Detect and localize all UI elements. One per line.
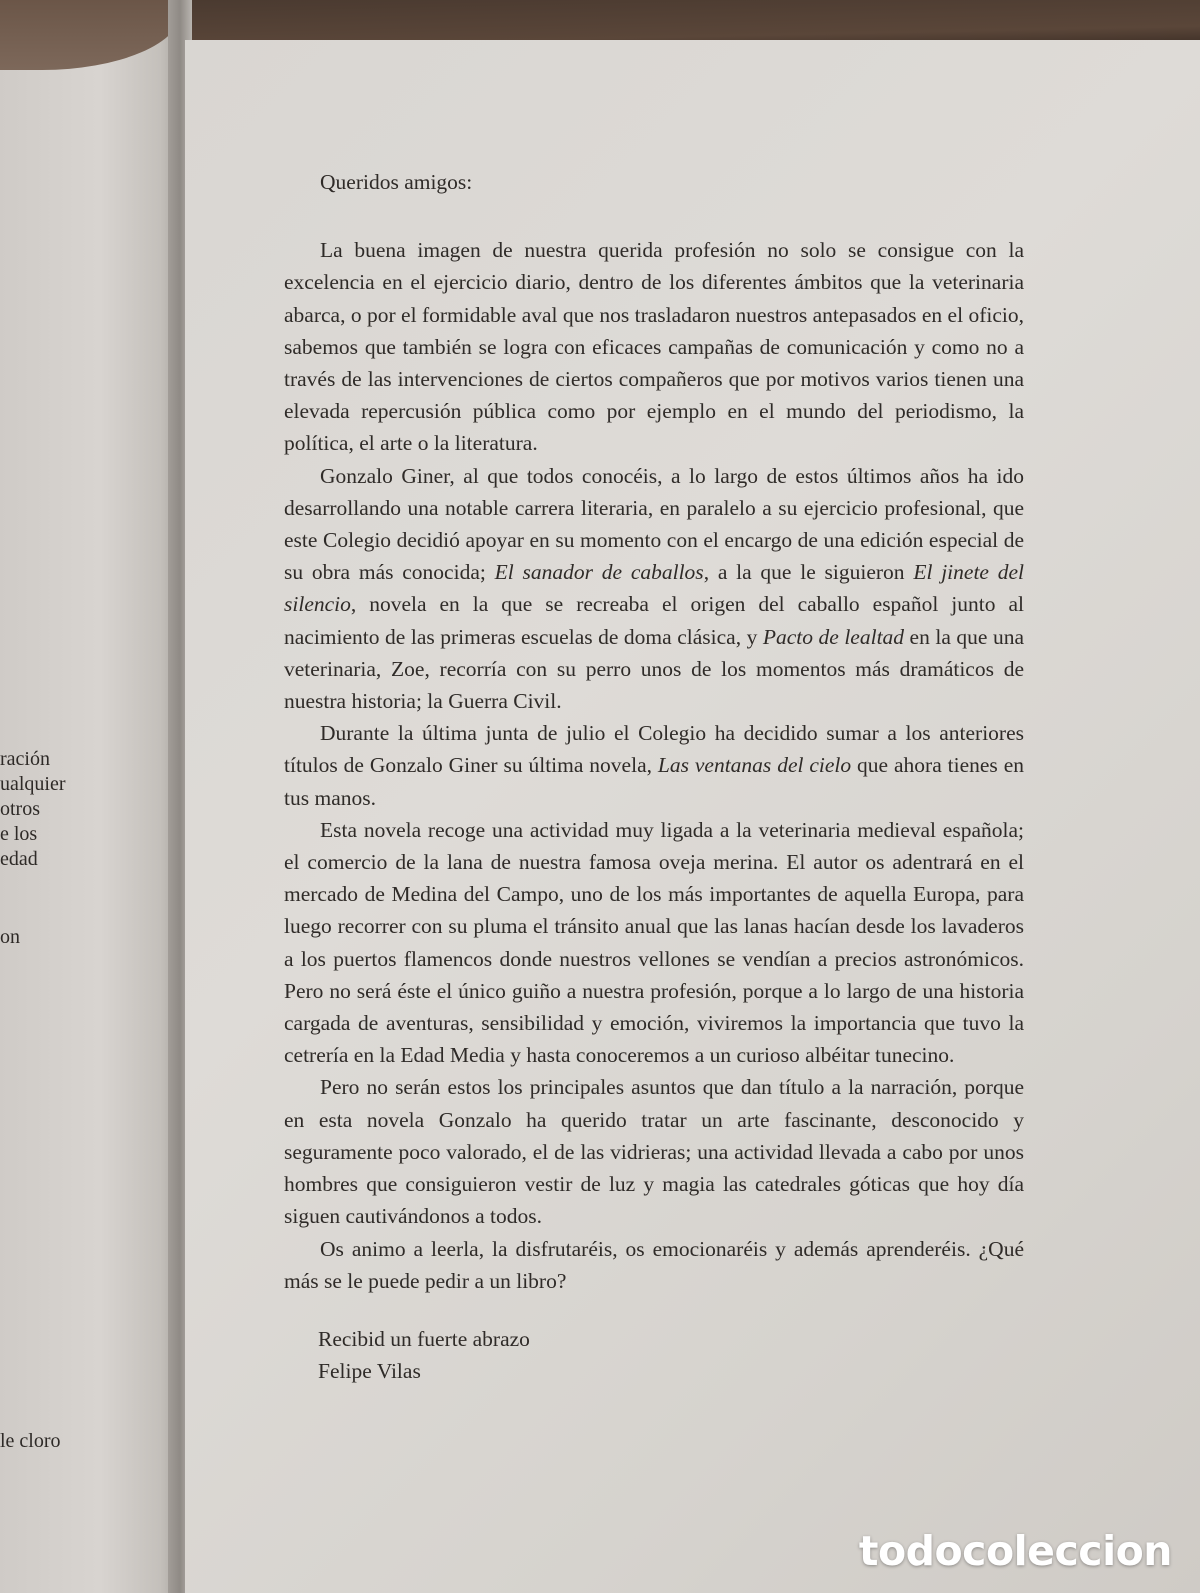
book-title: El jinete del silencio xyxy=(284,560,1024,617)
closing-line: Recibid un fuerte abrazo xyxy=(318,1326,530,1351)
left-fragment: edad xyxy=(0,848,38,870)
left-fragment: e los xyxy=(0,823,38,845)
paragraph-text: Os animo a leerla, la disfrutaréis, os emocionaréis y además aprenderéis. ¿Qué más se le puede pedir a un libro? xyxy=(284,1236,1024,1293)
paragraph-text: , novela en la que se recreaba el origen del caballo español junto al nacimiento de las primeras escuelas de doma clásica, y xyxy=(284,592,1024,649)
paragraph-text: , a la que le siguieron xyxy=(703,560,914,585)
paragraph-text: que ahora tienes en tus manos. xyxy=(284,753,1024,810)
book-title: Las ventanas del cielo xyxy=(657,753,852,778)
paragraph-6 xyxy=(284,1233,1024,1297)
salutation: Queridos amigos: xyxy=(320,170,473,194)
left-fragment: ualquier xyxy=(0,773,66,795)
watermark-logo: todocoleccion xyxy=(858,1527,1172,1575)
left-fragment: on xyxy=(0,926,20,948)
paragraph-text: Pero no serán estos los principales asuntos que dan título a la narración, porque en esta novela Gonzalo ha querido tratar un arte fascinante, desconocido y seguramente poco valorado, el de las vidrieras; una actividad llevada a cabo por unos hombres que consiguieron vestir de luz y magia las catedrales góticas que hoy día siguen cautivándonos a todos. xyxy=(284,1075,1024,1229)
paragraph-1 xyxy=(284,234,1024,459)
paragraph-text: Esta novela recoge una actividad muy ligada a la veterinaria medieval española; el comercio de la lana de nuestra famosa oveja merina. El autor os adentrará en el mercado de Medina del Campo, uno de los más importantes de aquella Europa, para luego recorrer con su pluma el tránsito anual que las lanas hacían desde los lavaderos a los puertos flamencos donde nuestros vellones se vendían a precios astronómicos. Pero no será éste el único guiño a nuestra profesión, porque a lo largo de una historia cargada de aventuras, sensibilidad y emoción, viviremos la importancia que tuvo la cetrería en la Edad Media y hasta conoceremos a un curioso albéitar tunecino. xyxy=(284,817,1024,1068)
letter-text xyxy=(284,166,1024,1387)
book-title: El sanador de caballos xyxy=(494,560,704,585)
paragraph-text: La buena imagen de nuestra querida profesión no solo se consigue con la excelencia en el ejercicio diario, dentro de los diferentes ámbitos que la veterinaria abarca, o por el formidable aval que nos trasladaron nuestros antepasados en el oficio, sabemos que también se logra con eficaces campañas de comunicación y como no a través de las intervenciones de ciertos compañeros que por motivos varios tienen una elevada repercusión pública como por ejemplo en el mundo del periodismo, la política, el arte o la literatura. xyxy=(284,238,1024,456)
paragraph-text: Gonzalo Giner, al que todos conocéis, a lo largo de estos últimos años ha ido desarrollando una notable carrera literaria, en paralelo a su ejercicio profesional, que este Colegio decidió apoyar en su momento con el encargo de una edición especial de su obra más conocida; xyxy=(284,463,1024,585)
left-fragment: le cloro xyxy=(0,1430,61,1452)
left-fragment: otros xyxy=(0,798,40,820)
paragraph-4 xyxy=(284,814,1024,1072)
paragraph-text: Durante la última junta de julio el Colegio ha decidido sumar a los anteriores títulos de Gonzalo Giner su última novela, xyxy=(284,721,1024,778)
closing-block xyxy=(318,1323,1024,1387)
left-page-text xyxy=(0,0,182,1593)
book-title: Pacto de lealtad xyxy=(762,624,905,649)
left-page xyxy=(0,0,183,1593)
paragraph-2 xyxy=(284,460,1024,718)
paragraph-3 xyxy=(284,717,1024,814)
paragraph-5 xyxy=(284,1071,1024,1232)
paragraph-text: en la que una veterinaria, Zoe, recorría con su perro unos de los momentos más dramáticos de nuestra historia; la Guerra Civil. xyxy=(284,624,1024,714)
left-fragment: ración xyxy=(0,748,50,770)
signature: Felipe Vilas xyxy=(318,1359,421,1384)
